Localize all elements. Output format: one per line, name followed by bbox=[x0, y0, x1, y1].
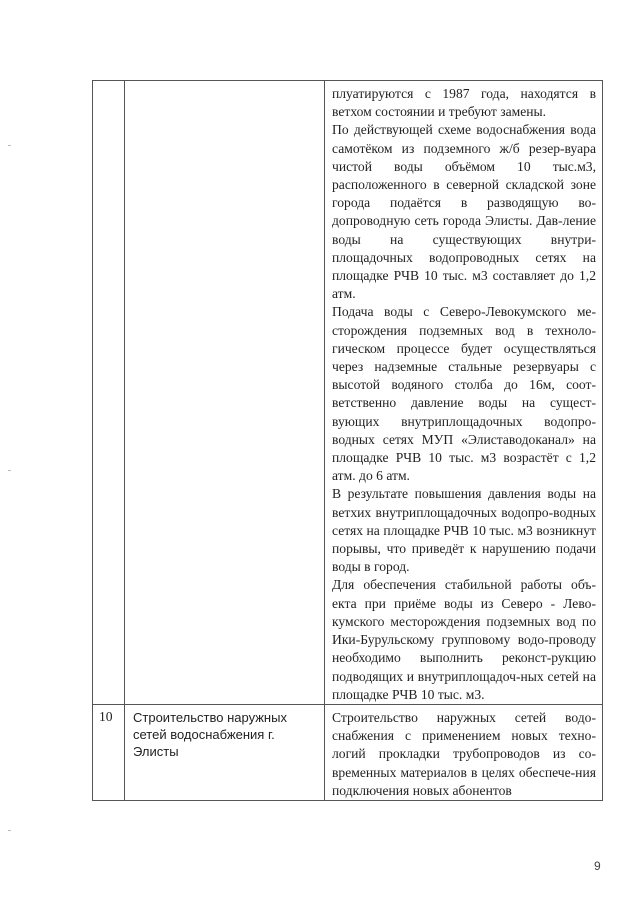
row-number-cell bbox=[93, 81, 125, 705]
content-table bbox=[92, 80, 603, 801]
table-row bbox=[93, 81, 603, 705]
description-paragraph: В результате повышения давления воды на ветхих внутриплощадочных водопро-водных сетях на площадке РЧВ 10 тыс. м3 возникнут порывы, что приведёт к нарушению подачи воды в город. bbox=[332, 486, 596, 575]
description-paragraph: Строительство наружных сетей водо-снабжения с применением новых техно-логий прокладки трубопроводов из со-временных материалов в целях обеспече-ния подключения новых абонентов bbox=[332, 709, 596, 798]
scan-mark bbox=[8, 830, 11, 831]
scan-mark bbox=[8, 470, 11, 471]
description-paragraph: Подача воды с Северо-Левокумского ме-сторождения подземных вод в техноло-гическом процессе будет осуществляться через надземные стальные резервуары с высотой водяного столба до 16м, соот-ветственно давление воды на сущест-вующих внутриплощадочных водопро-водных сетях МУП «Элиставодоканал» на площадке РЧВ 10 тыс. м3 возрастёт с 1,2 атм. до 6 атм. bbox=[332, 304, 596, 484]
row-name-cell: Строительство наружных сетей водоснабжения г. Элисты bbox=[125, 704, 325, 800]
description-paragraph: По действующей схеме водоснабжения вода самотёком из подземного ж/б резер-вуара чистой воды объёмом 10 тыс.м3, расположенного в северной складской зоне города подаётся в разводящую во-допроводную сеть города Элисты. Дав-ление воды на существующих внутри-площадочных водопроводных сетях на площадке РЧВ 10 тыс. м3 составляет до 1,2 атм. bbox=[332, 122, 596, 302]
row-description-cell bbox=[325, 704, 603, 800]
row-number-cell: 10 bbox=[93, 704, 125, 800]
row-name-cell bbox=[125, 81, 325, 705]
table-row bbox=[93, 704, 603, 800]
description-paragraph: плуатируются с 1987 года, находятся в ветхом состоянии и требуют замены. bbox=[332, 86, 596, 120]
scan-mark bbox=[8, 145, 11, 146]
page-number: 9 bbox=[594, 859, 601, 873]
description-paragraph: Для обеспечения стабильной работы объ-екта при приёме воды из Северо - Лево-кумского месторождения подземных вод по Ики-Бурульскому групповому водо-проводу необходимо выполнить реконст-рукцию подводящих и внутриплощадоч-ных сетей на площадке РЧВ 10 тыс. м3. bbox=[332, 577, 596, 702]
row-description-cell bbox=[325, 81, 603, 705]
